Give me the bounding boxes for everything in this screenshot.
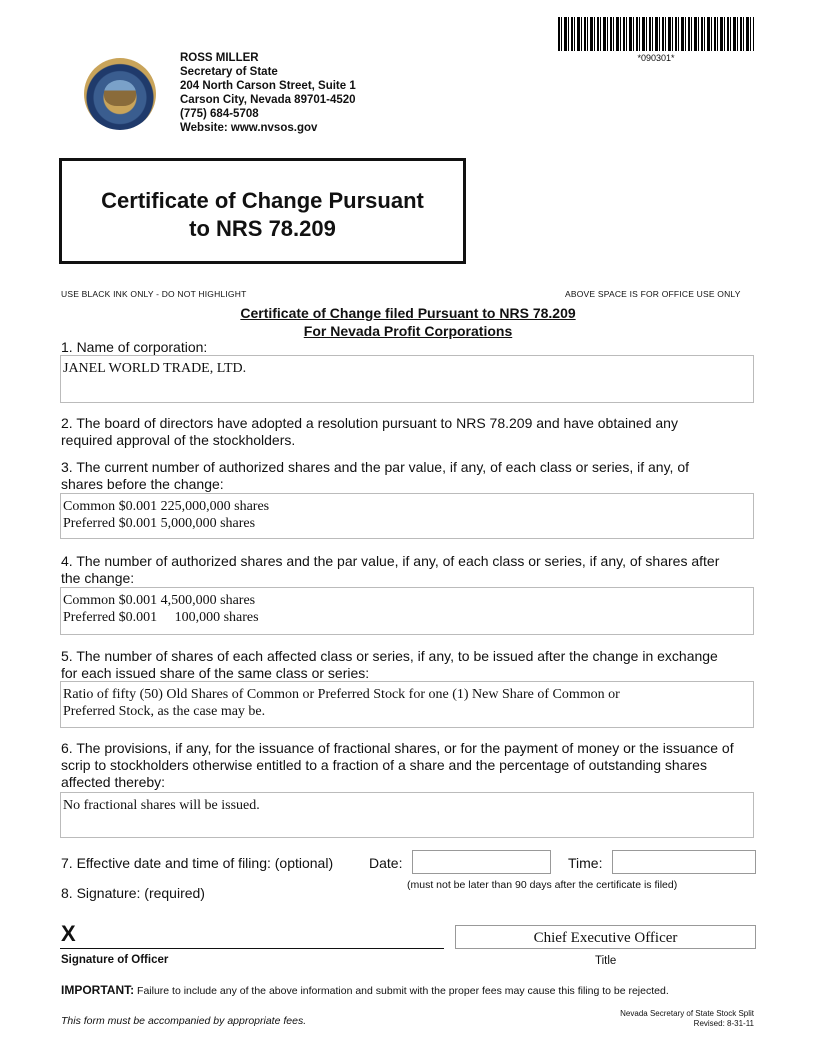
date-label: Date: <box>369 855 403 871</box>
answer-3-line-2: Preferred $0.001 5,000,000 shares <box>63 516 256 531</box>
time-label: Time: <box>568 855 603 871</box>
time-input[interactable] <box>612 850 756 874</box>
office-address-1: 204 North Carson Street, Suite 1 <box>180 80 356 92</box>
officer-title-field[interactable]: Chief Executive Officer <box>455 925 756 949</box>
question-3-line-1: 3. The current number of authorized shares and the par value, if any, of each class or series, if any, of <box>61 459 690 475</box>
important-notice <box>61 983 781 997</box>
question-4-line-1: 4. The number of authorized shares and the par value, if any, of each class or series, if any, of shares after <box>61 553 720 569</box>
office-title: Secretary of State <box>180 66 278 78</box>
answer-4-line-1: Common $0.001 4,500,000 shares <box>63 593 256 608</box>
question-5-line-1: 5. The number of shares of each affected class or series, if any, to be issued after the change in exchange <box>61 648 718 664</box>
answer-5-line-2: Preferred Stock, as the case may be. <box>63 704 266 719</box>
nevada-state-seal <box>84 58 156 130</box>
question-2 <box>61 415 771 449</box>
date-input[interactable] <box>412 850 551 874</box>
question-3-line-2: shares before the change: <box>61 476 224 492</box>
office-website: Website: www.nvsos.gov <box>180 122 318 134</box>
answer-5-line-1: Ratio of fifty (50) Old Shares of Common or Preferred Stock for one (1) New Share of Common or <box>63 687 620 702</box>
subtitle-line-2: For Nevada Profit Corporations <box>303 323 513 339</box>
answer-4-line-2: Preferred $0.001 100,000 shares <box>63 610 259 625</box>
signature-label: Signature of Officer <box>61 954 169 966</box>
office-use-note: ABOVE SPACE IS FOR OFFICE USE ONLY <box>565 289 741 299</box>
answer-1-field[interactable] <box>60 355 754 403</box>
office-phone: (775) 684-5708 <box>180 108 259 120</box>
officer-title-label: Title <box>595 955 617 967</box>
question-6 <box>61 740 773 791</box>
answer-5-field[interactable] <box>60 681 754 728</box>
office-block <box>180 51 356 135</box>
form-title-line-2: to NRS 78.209 <box>189 216 336 241</box>
question-7: 7. Effective date and time of filing: (optional) <box>61 855 334 871</box>
question-5 <box>61 648 771 682</box>
question-5-line-2: for each issued share of the same class or series: <box>61 665 370 681</box>
question-2-line-2: required approval of the stockholders. <box>61 432 296 448</box>
question-6-line-2: scrip to stockholders otherwise entitled to a fraction of a share and the percentage of outstanding shares <box>61 757 707 773</box>
ink-note: USE BLACK INK ONLY - DO NOT HIGHLIGHT <box>61 289 247 299</box>
office-name: ROSS MILLER <box>180 52 259 64</box>
important-text: Failure to include any of the above information and submit with the proper fees may cause this filing to be rejected. <box>137 985 669 997</box>
question-8: 8. Signature: (required) <box>61 885 205 901</box>
date-time-note: (must not be later than 90 days after the certificate is filed) <box>407 879 678 891</box>
barcode <box>558 17 754 51</box>
answer-4-field[interactable] <box>60 587 754 635</box>
question-3 <box>61 459 771 493</box>
answer-3-field[interactable] <box>60 493 754 539</box>
question-6-line-1: 6. The provisions, if any, for the issuance of fractional shares, or for the payment of money or the issuance of <box>61 740 734 756</box>
question-4 <box>61 553 771 587</box>
answer-6-text: No fractional shares will be issued. <box>63 798 260 813</box>
question-1: 1. Name of corporation: <box>61 339 208 355</box>
barcode-number: *090301* <box>637 53 675 63</box>
subtitle-line-1: Certificate of Change filed Pursuant to NRS 78.209 <box>240 305 576 321</box>
signature-mark: X <box>61 921 76 946</box>
answer-3-line-1: Common $0.001 225,000,000 shares <box>63 499 270 514</box>
answer-1-text: JANEL WORLD TRADE, LTD. <box>63 361 247 376</box>
form-info <box>560 1009 754 1029</box>
important-label: IMPORTANT: <box>61 983 135 997</box>
fees-note: This form must be accompanied by appropriate fees. <box>61 1015 307 1027</box>
answer-6-field[interactable] <box>60 792 754 838</box>
form-revised: Revised: 8-31-11 <box>693 1019 754 1028</box>
form-title <box>62 187 463 243</box>
question-4-line-2: the change: <box>61 570 135 586</box>
office-address-2: Carson City, Nevada 89701-4520 <box>180 94 356 106</box>
question-6-line-3: affected thereby: <box>61 774 166 790</box>
signature-line[interactable] <box>60 948 444 949</box>
form-title-line-1: Certificate of Change Pursuant <box>101 188 424 213</box>
question-2-line-1: 2. The board of directors have adopted a resolution pursuant to NRS 78.209 and have obtained any <box>61 415 678 431</box>
form-title-box <box>59 158 466 264</box>
form-name: Nevada Secretary of State Stock Split <box>620 1009 754 1018</box>
